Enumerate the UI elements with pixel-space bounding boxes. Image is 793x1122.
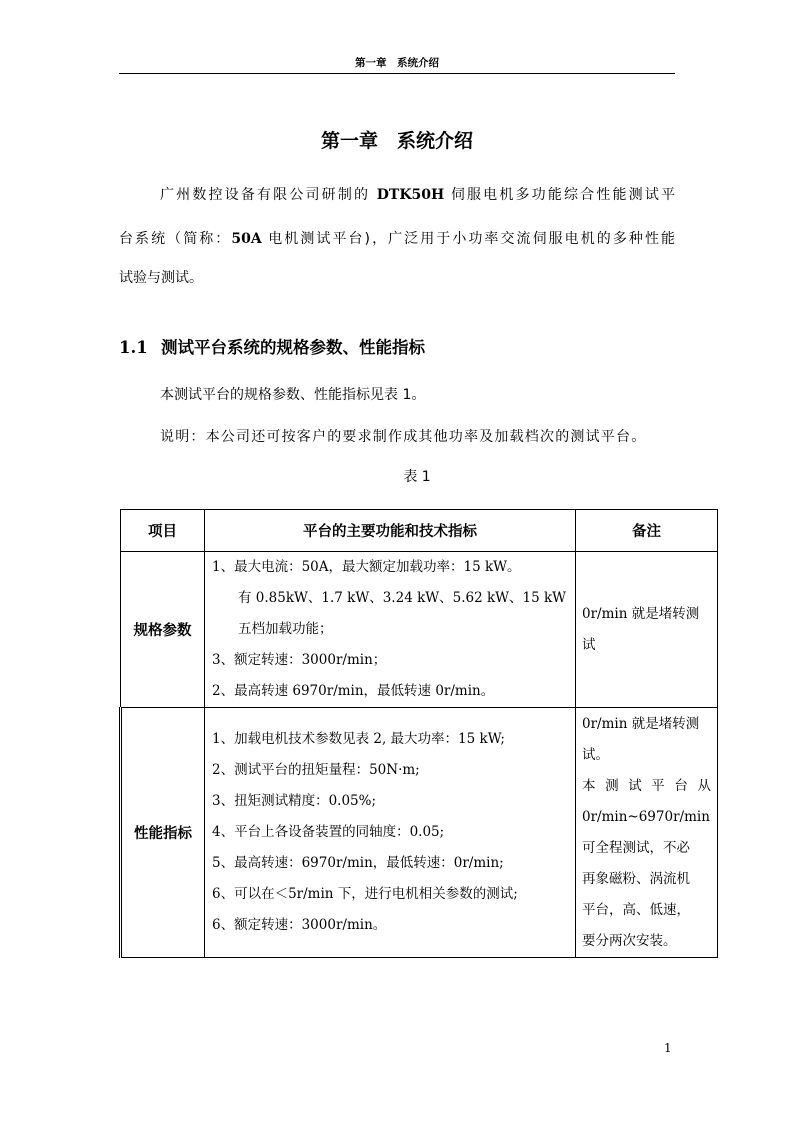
remark-line: 可全程测试，不必 xyxy=(582,839,690,856)
remark-line: 要分两次安装。 xyxy=(582,932,677,949)
section-note: 说明：本公司还可按客户的要求制作成其他功率及加载档次的测试平台。 xyxy=(160,429,647,445)
platform-short-name: 50A xyxy=(231,231,262,247)
remark-line: 再象磁粉、涡流机 xyxy=(582,870,690,887)
intro-paragraph-line-1 xyxy=(119,185,675,205)
intro-paragraph-line-3: 试验与测试。 xyxy=(119,270,203,286)
spec-line: 五档加载功能； xyxy=(238,621,333,637)
header-rule xyxy=(119,73,675,74)
intro-text: 伺服电机多功能综合性能测试平 xyxy=(444,187,675,203)
remark-line: 试。 xyxy=(582,746,609,763)
spec-line: 2、测试平台的扭矩量程：50N·m; xyxy=(212,762,420,778)
spec-line: 有 0.85kW、1.7 kW、3.24 kW、5.62 kW、15 kW xyxy=(238,590,567,606)
section-text: 本测试平台的规格参数、性能指标见表 1。 xyxy=(160,387,426,403)
remark-line: 平台，高、低速， xyxy=(582,901,690,918)
row-label-performance: 性能指标 xyxy=(121,708,205,958)
page-number: 1 xyxy=(664,1041,672,1055)
remark-line: 0r/min 就是堵转测 xyxy=(582,605,700,622)
spec-line: 1、加载电机技术参数见表 2, 最大功率：15 kW; xyxy=(212,731,505,747)
intro-text: 电机测试平台)，广泛用于小功率交流伺服电机的多种性能 xyxy=(261,231,675,247)
table-caption: 表 1 xyxy=(403,469,431,485)
spec-line: 6、可以在＜5r/min 下，进行电机相关参数的测试; xyxy=(212,886,518,902)
spec-line: 3、扭矩测试精度：0.05%; xyxy=(212,793,377,809)
spec-cell xyxy=(205,708,576,958)
section-heading xyxy=(119,337,425,359)
spec-line: 4、平台上各设备装置的同轴度：0.05; xyxy=(212,824,445,840)
remark-line: 0r/min~6970r/min xyxy=(582,808,710,825)
section-title: 测试平台系统的规格参数、性能指标 xyxy=(161,338,425,357)
intro-text: 广州数控设备有限公司研制的 xyxy=(160,187,377,203)
remark-line: 0r/min 就是堵转测 xyxy=(582,715,700,732)
remark-cell xyxy=(576,552,718,708)
spec-line: 2、最高转速 6970r/min，最低转速 0r/min。 xyxy=(212,683,495,699)
running-header: 第一章 系统介绍 xyxy=(355,57,439,69)
remark-cell xyxy=(576,708,718,958)
spec-line: 1、最大电流：50A，最大额定加载功率：15 kW。 xyxy=(212,559,521,575)
spec-table xyxy=(119,509,718,958)
intro-paragraph-line-2 xyxy=(119,229,675,249)
header-remark: 备注 xyxy=(576,510,718,552)
header-spec: 平台的主要功能和技术指标 xyxy=(205,510,576,552)
section-number: 1.1 xyxy=(119,338,148,357)
product-model: DTK50H xyxy=(376,187,445,203)
spec-line: 6、额定转速：3000r/min。 xyxy=(212,917,387,933)
spec-cell xyxy=(205,552,576,708)
chapter-title: 第一章 系统介绍 xyxy=(320,130,473,152)
row-label-spec: 规格参数 xyxy=(121,552,205,708)
header-item: 项目 xyxy=(121,510,205,552)
table-row xyxy=(121,708,718,958)
table-header-row xyxy=(121,510,718,552)
remark-line: 本 测 试 平 台 从 xyxy=(582,777,711,794)
spec-line: 3、额定转速：3000r/min； xyxy=(212,652,387,668)
remark-line: 试 xyxy=(582,636,596,653)
table-row xyxy=(121,552,718,708)
intro-text: 台系统（简称： xyxy=(119,231,232,247)
spec-line: 5、最高转速：6970r/min，最低转速：0r/min; xyxy=(212,855,504,871)
